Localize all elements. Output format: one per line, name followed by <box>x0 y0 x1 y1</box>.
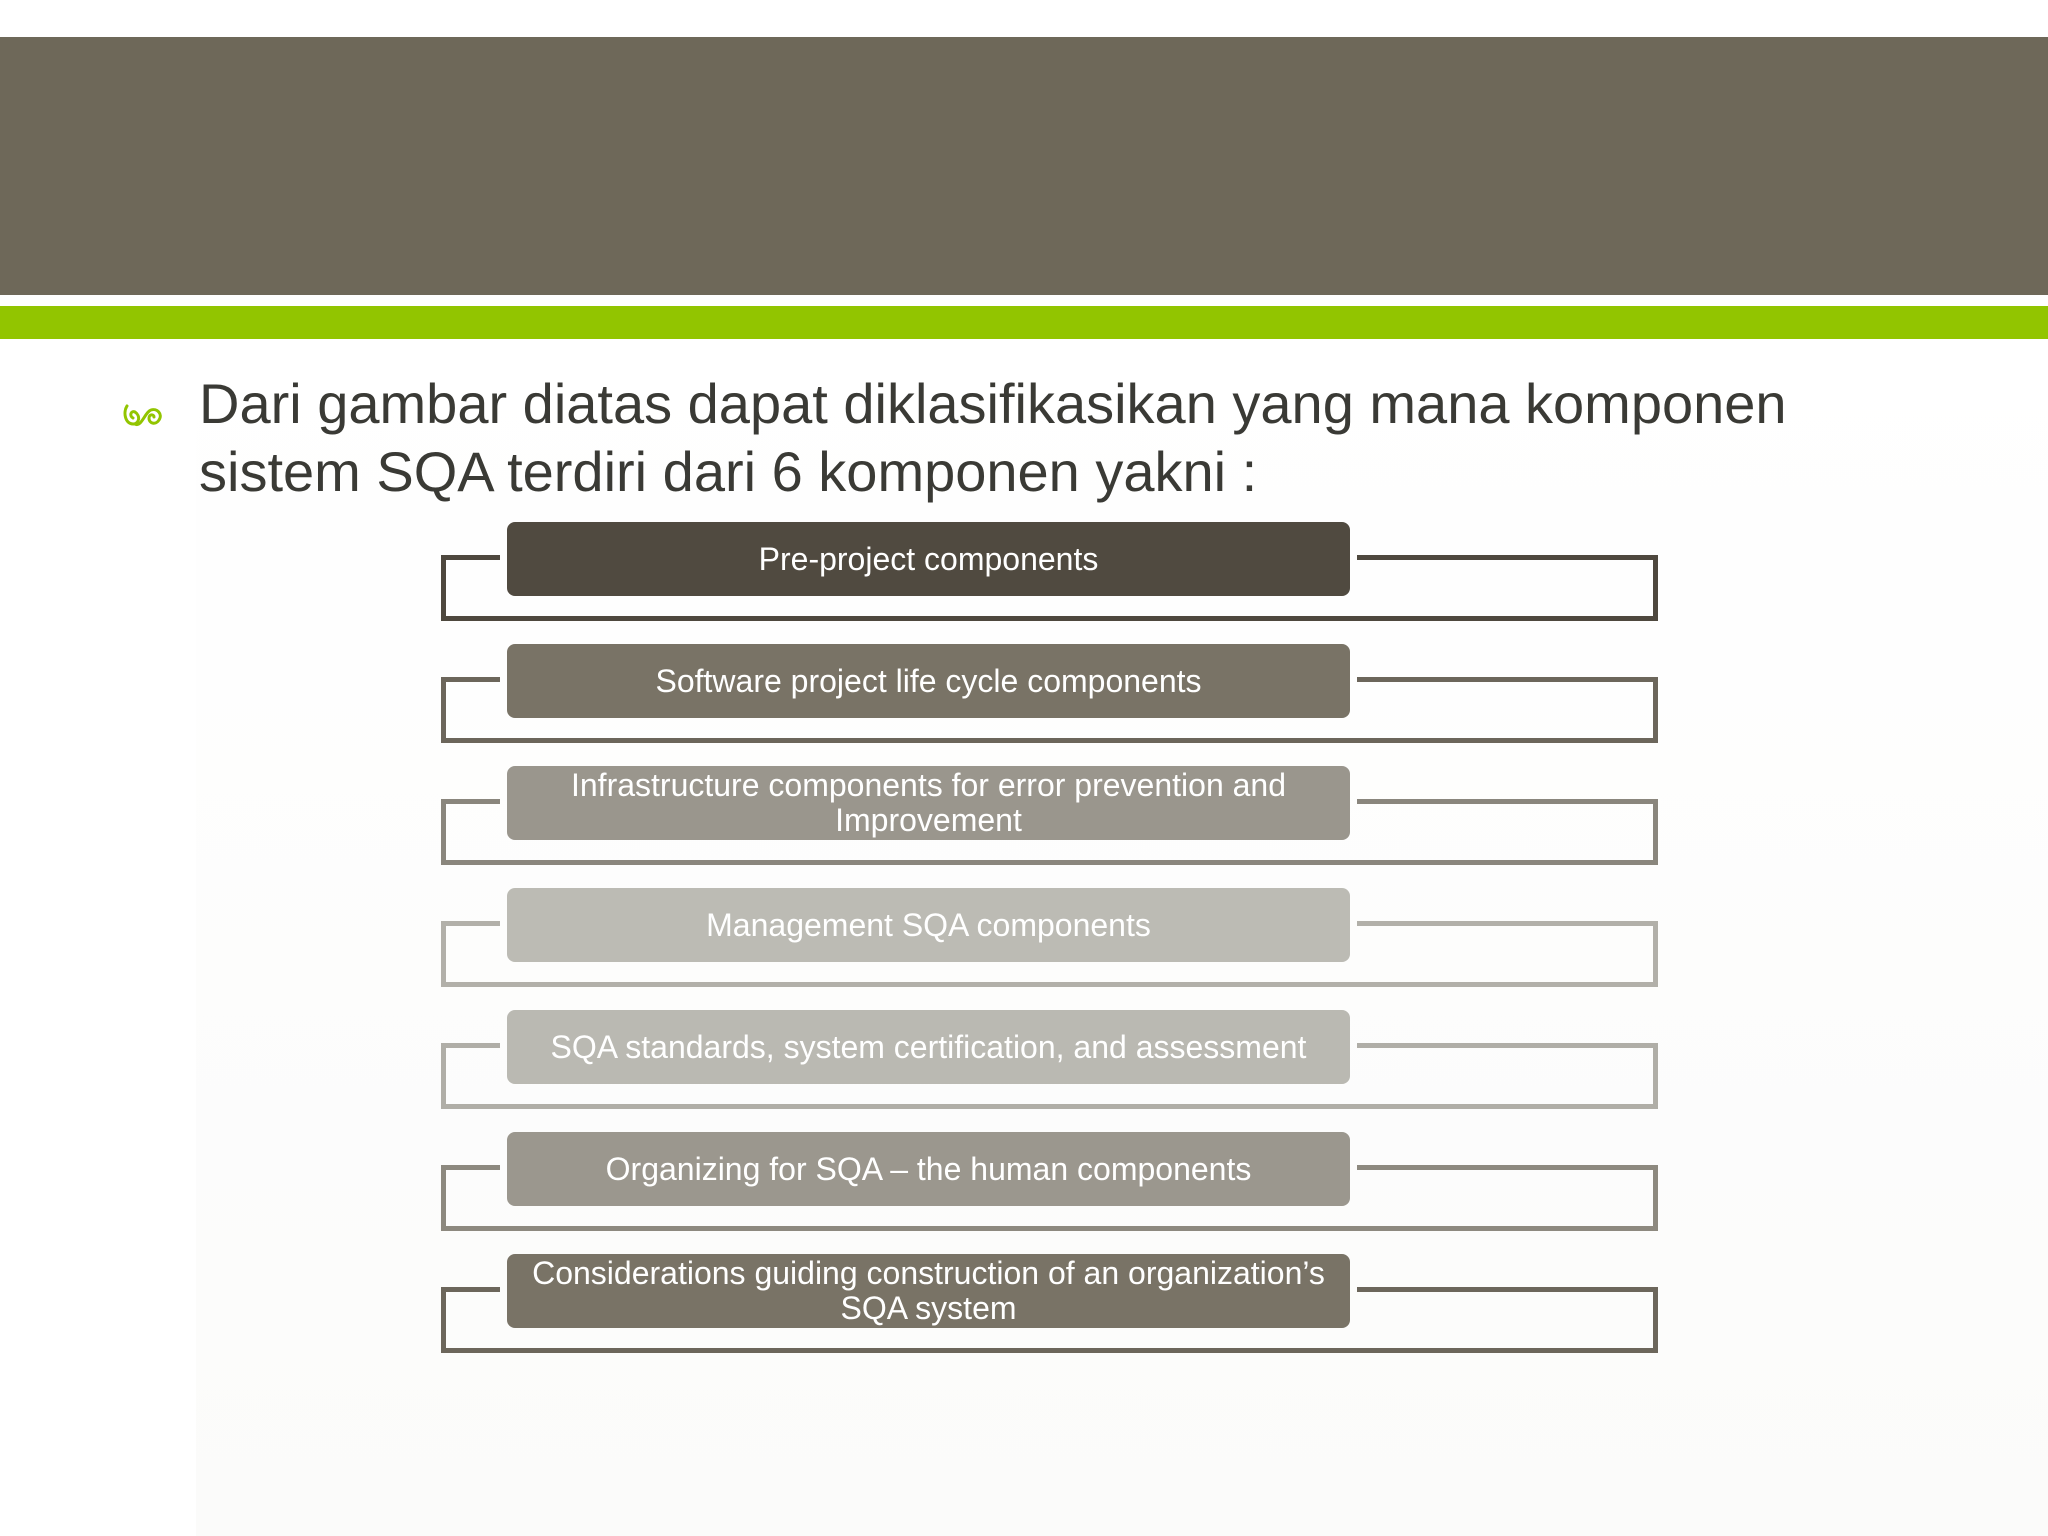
bracket-connector-left <box>441 555 500 560</box>
component-label: Infrastructure components for error prevention and Improvement <box>570 767 1287 838</box>
bracket-connector-right <box>1357 1287 1658 1292</box>
component-box <box>507 522 1350 596</box>
component-label: Software project life cycle components <box>655 662 1202 699</box>
bracket-connector-right <box>1357 677 1658 682</box>
component-box <box>507 1254 1350 1328</box>
bullet-text: Dari gambar diatas dapat diklasifikasikan yang mana komponen sistem SQA terdiri dari 6 komponen yakni : <box>199 372 1787 503</box>
bracket-connector-right <box>1357 921 1658 926</box>
bracket-connector-right <box>1357 555 1658 560</box>
bracket-connector-left <box>441 1165 500 1170</box>
bracket-connector-left <box>441 799 500 804</box>
component-box <box>507 1010 1350 1084</box>
component-label: SQA standards, system certification, and assessment <box>550 1028 1307 1065</box>
bracket-connector-left <box>441 1287 500 1292</box>
component-label: Organizing for SQA – the human components <box>605 1150 1252 1187</box>
bracket-connector-left <box>441 921 500 926</box>
component-box <box>507 888 1350 962</box>
component-label: Considerations guiding construction of an organization’s SQA system <box>532 1255 1325 1326</box>
component-label: Pre-project components <box>758 540 1099 577</box>
bracket-connector-right <box>1357 1043 1658 1048</box>
component-box <box>507 1132 1350 1206</box>
bracket-connector-left <box>441 1043 500 1048</box>
component-box <box>507 766 1350 840</box>
bracket-connector-right <box>1357 799 1658 804</box>
bracket-connector-right <box>1357 1165 1658 1170</box>
component-box <box>507 644 1350 718</box>
bracket-connector-left <box>441 677 500 682</box>
component-label: Management SQA components <box>706 906 1151 943</box>
